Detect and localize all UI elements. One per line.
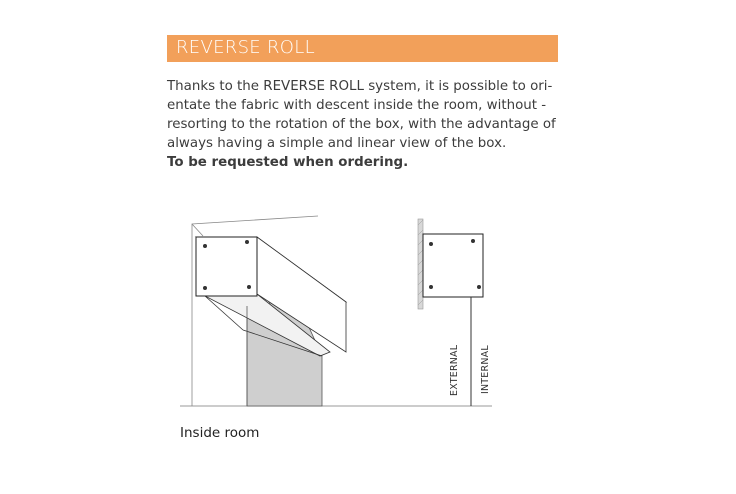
diagram-caption: Inside room xyxy=(180,425,260,441)
ordering-note: To be requested when ordering. xyxy=(167,155,409,170)
screw-icon xyxy=(203,286,207,290)
screw-icon xyxy=(429,285,433,289)
screw-icon xyxy=(429,242,433,246)
screw-icon xyxy=(203,244,207,248)
description-line: resorting to the rotation of the box, with the advantage of xyxy=(167,117,556,132)
description-line: always having a simple and linear view of the box. xyxy=(167,136,507,151)
description-line: Thanks to the REVERSE ROLL system, it is possible to ori- xyxy=(167,79,553,94)
screw-icon xyxy=(477,285,481,289)
external-label: EXTERNAL xyxy=(449,344,460,396)
screw-icon xyxy=(471,239,475,243)
internal-label: INTERNAL xyxy=(480,345,491,394)
screw-icon xyxy=(247,285,251,289)
description-line: entate the fabric with descent inside the room, without - xyxy=(167,98,547,113)
section-title: REVERSE ROLL xyxy=(176,37,315,58)
screw-icon xyxy=(245,240,249,244)
